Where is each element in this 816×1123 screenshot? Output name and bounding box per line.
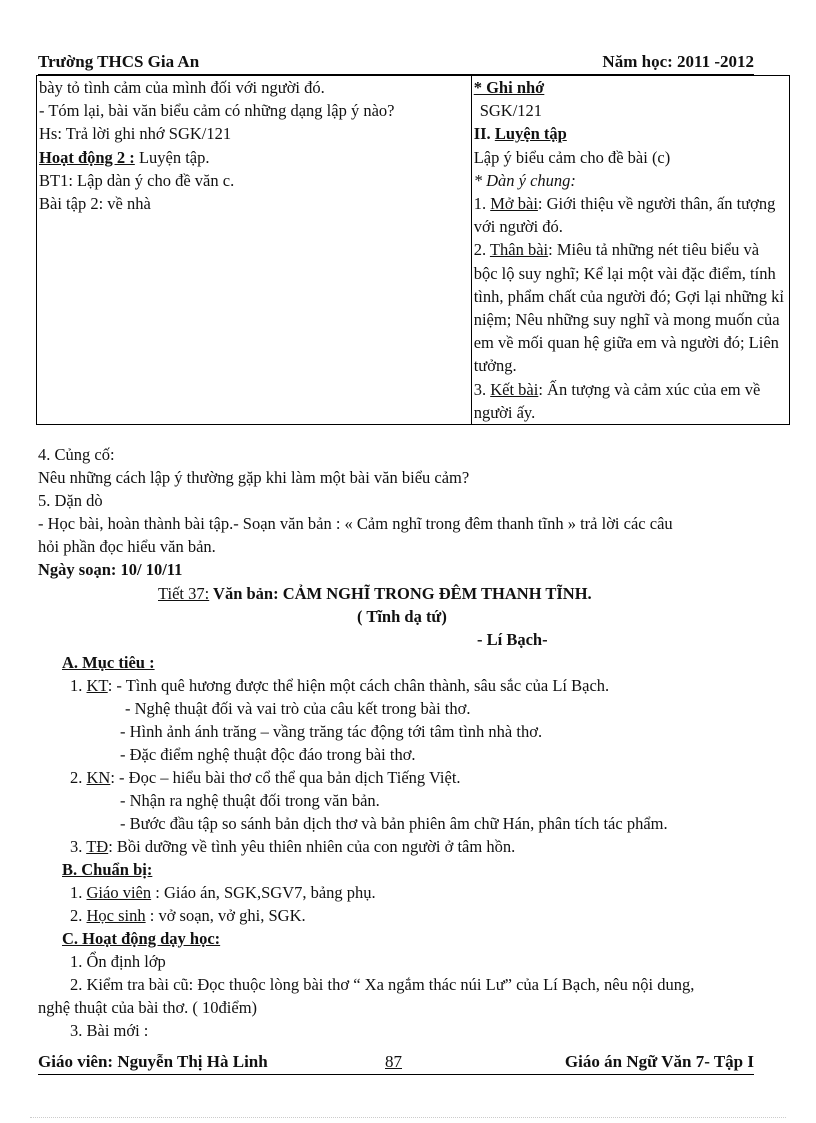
book-title: Giáo án Ngữ Văn 7- Tập I — [564, 1052, 754, 1071]
activity-text: Luyện tập. — [134, 147, 210, 167]
cungco-heading: 4. Củng cố: — [38, 445, 115, 464]
ketbai: 3. Kết bài: Ấn tượng và cảm xúc của em về người ấy. — [473, 379, 761, 422]
kn-line-2: - Nhận ra nghệ thuật đối trong văn bản. — [120, 791, 380, 810]
section-b-heading: B. Chuẩn bị: — [62, 860, 153, 879]
lesson-name: Văn bản: CẢM NGHĨ TRONG ĐÊM THANH TĨNH. — [209, 584, 592, 603]
left-line-3: Hs: Trả lời ghi nhớ SGK/121 — [39, 124, 232, 144]
c-line-3: 3. Bài mới : — [70, 1021, 149, 1040]
ngay-soan: Ngày soạn: 10/ 10/11 — [38, 560, 183, 579]
page-header — [38, 52, 754, 76]
kt-line-1: 1. KT: - Tình quê hương được thể hiện một cách chân thành, sâu sắc của Lí Bạch. — [70, 676, 610, 695]
bottom-divider — [30, 1117, 786, 1118]
section-c-heading: C. Hoạt động dạy học: — [62, 929, 221, 948]
c-line-2a: 2. Kiểm tra bài cũ: Đọc thuộc lòng bài thơ “ Xa ngắm thác núi Lư” của Lí Bạch, nêu nội dung, — [70, 975, 695, 994]
page-footer — [38, 1052, 754, 1075]
dando-heading: 5. Dặn dò — [38, 491, 103, 510]
teacher-name: Giáo viên: Nguyễn Thị Hà Linh — [38, 1052, 268, 1071]
left-line-1: bày tỏ tình cảm của mình đối với người đó. — [39, 78, 325, 97]
luyentap-heading: II. Luyện tập — [473, 124, 567, 144]
c-line-1: 1. Ổn định lớp — [70, 952, 166, 971]
kt-line-2: - Nghệ thuật đối và vai trò của câu kết trong bài thơ. — [125, 699, 471, 718]
activity-label: Hoạt động 2 : — [39, 147, 135, 167]
school-year: Năm học: 2011 -2012 — [602, 52, 754, 71]
school-name: Trường THCS Gia An — [38, 52, 200, 71]
lesson-subtitle: ( Tĩnh dạ tứ) — [357, 607, 447, 626]
kt-line-4: - Đặc điểm nghệ thuật độc đáo trong bài thơ. — [120, 745, 416, 764]
mobai: 1. Mở bài: Giới thiệu về người thân, ấn tượng với người đó. — [473, 194, 776, 237]
author: - Lí Bạch- — [477, 630, 548, 649]
left-line-2: - Tóm lại, bài văn biểu cảm có những dạng lập ý nào? — [39, 101, 395, 121]
c-line-2b: nghệ thuật của bài thơ. ( 10điểm) — [38, 998, 258, 1017]
td-line: 3. TĐ: Bồi dưỡng về tình yêu thiên nhiên của con người ở tâm hồn. — [70, 837, 516, 856]
dany-chung: * Dàn ý chung: — [473, 170, 576, 190]
content-column — [471, 76, 789, 425]
dando-line-2: hỏi phần đọc hiểu văn bản. — [38, 537, 216, 556]
giao-vien-line: 1. Giáo viên : Giáo án, SGK,SGV7, bảng phụ. — [70, 883, 376, 902]
lapy-line: Lập ý biểu cảm cho đề bài (c) — [473, 147, 671, 167]
exercise-2: Bài tập 2: về nhà — [39, 194, 151, 214]
exercise-1: BT1: Lập dàn ý cho đề văn c. — [39, 170, 235, 190]
tiet-number: Tiết 37: — [158, 584, 210, 603]
lesson-title — [158, 582, 592, 605]
section-a-heading: A. Mục tiêu : — [62, 653, 155, 672]
lesson-table — [36, 75, 790, 425]
kn-line-3: - Bước đầu tập so sánh bản dịch thơ và bản phiên âm chữ Hán, phân tích tác phẩm. — [120, 814, 668, 833]
thanbai: 2. Thân bài: Miêu tả những nét tiêu biểu và bộc lộ suy nghĩ; Kể lại một vài đặc điểm, tính tình, phẩm chất của người đó; Gợi lại những kỉ niệm; Nêu những suy nghĩ và mong muốn của em về mối quan hệ giữa em và người đó; Liên tưởng. — [473, 240, 785, 376]
dando-line-1: - Học bài, hoàn thành bài tập.- Soạn văn bản : « Cảm nghĩ trong đêm thanh tĩnh » trả lời các câu — [38, 514, 673, 533]
cungco-question: Nêu những cách lập ý thường gặp khi làm một bài văn biểu cảm? — [38, 468, 470, 487]
ghinho-ref: SGK/121 — [479, 101, 543, 121]
hoc-sinh-line: 2. Học sinh : vở soạn, vở ghi, SGK. — [70, 906, 306, 925]
teacher-student-column — [37, 76, 472, 425]
ghinho-heading: * Ghi nhớ — [473, 78, 545, 97]
kn-line-1: 2. KN: - Đọc – hiểu bài thơ cổ thể qua bản dịch Tiếng Việt. — [70, 768, 461, 787]
activity-2 — [39, 146, 469, 169]
page-number: 87 — [385, 1052, 402, 1071]
kt-line-3: - Hình ảnh ánh trăng – vầng trăng tác động tới tâm tình nhà thơ. — [120, 722, 543, 741]
